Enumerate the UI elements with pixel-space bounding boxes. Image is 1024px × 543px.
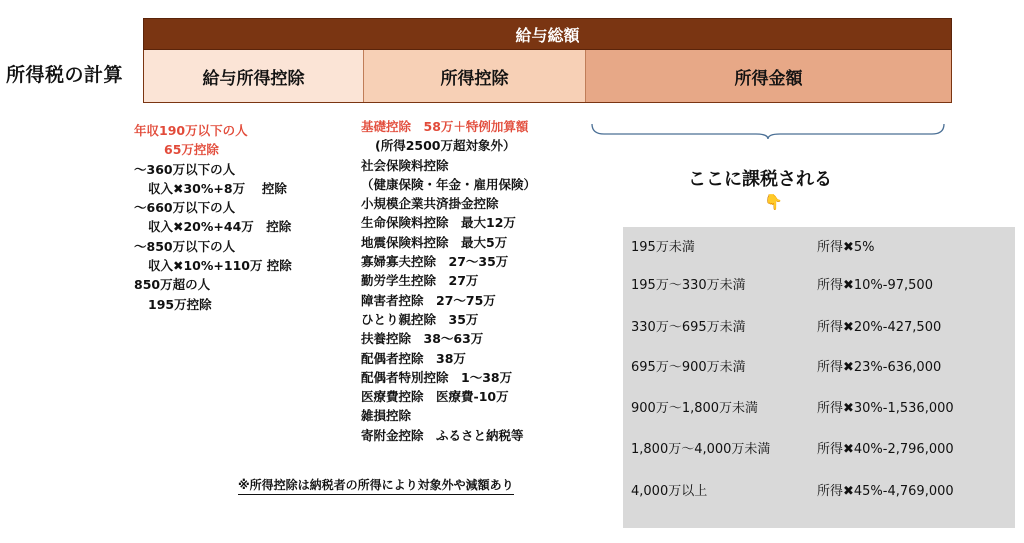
salary-deduction-item: 年収190万以下の人 <box>134 123 248 138</box>
salary-deduction-item: 65万控除 <box>164 142 219 158</box>
income-deduction-item: ひとり親控除 35万 <box>361 311 479 327</box>
tax-rate-row <box>631 316 941 335</box>
income-deduction-item: 障害者控除 27〜75万 <box>361 292 496 308</box>
tax-bracket-formula: 所得✖23%-636,000 <box>817 360 942 375</box>
tax-bracket-formula: 所得✖40%-2,796,000 <box>817 442 954 457</box>
salary-deduction-cell: 給与所得控除 <box>144 50 364 102</box>
tax-bracket-range: 695万〜900万未満 <box>631 360 746 375</box>
tax-bracket-formula: 所得✖10%-97,500 <box>817 278 933 293</box>
salary-deduction-list <box>134 121 292 314</box>
income-deduction-cell: 所得控除 <box>364 50 586 102</box>
income-deduction-item: 寡婦寡夫控除 27〜35万 <box>361 254 509 270</box>
income-deduction-item: 基礎控除 58万＋特例加算額 <box>361 119 529 134</box>
income-deduction-item: 配偶者特別控除 1〜38万 <box>361 369 513 385</box>
salary-deduction-item: 850万超の人 <box>134 277 211 293</box>
salary-deduction-item: 〜360万以下の人 <box>134 161 236 177</box>
tax-bracket-formula: 所得✖30%-1,536,000 <box>817 401 954 416</box>
income-deduction-item: 勤労学生控除 27万 <box>361 273 479 289</box>
salary-deduction-item: 収入✖20%+44万 控除 <box>148 219 292 235</box>
income-deduction-list <box>361 117 536 445</box>
tax-bracket-range: 195万〜330万未満 <box>631 278 746 293</box>
income-deduction-item: 医療費控除 医療費-10万 <box>361 389 509 405</box>
pointing-down-hand-icon: 👇 <box>764 193 783 211</box>
tax-rate-row <box>631 274 933 293</box>
tax-bracket-range: 4,000万以上 <box>631 484 708 499</box>
tax-rate-row <box>631 356 941 375</box>
tax-rate-row <box>631 438 954 457</box>
tax-bracket-range: 1,800万〜4,000万未満 <box>631 442 771 457</box>
tax-rate-row <box>631 397 954 416</box>
income-deduction-item: （健康保険・年金・雇用保険） <box>361 176 537 192</box>
income-deduction-item: 扶養控除 38〜63万 <box>361 331 484 347</box>
salary-deduction-item: 195万控除 <box>148 296 212 312</box>
tax-bracket-range: 195万未満 <box>631 240 695 255</box>
income-deduction-item: 生命保険料控除 最大12万 <box>361 215 516 231</box>
gross-salary-bar: 給与総額 <box>143 18 952 50</box>
income-deduction-item: 社会保険料控除 <box>361 157 449 173</box>
income-deduction-item: 地震保険料控除 最大5万 <box>361 234 508 250</box>
income-amount-cell: 所得金額 <box>586 50 951 102</box>
salary-deduction-item: 〜850万以下の人 <box>134 238 236 254</box>
tax-bracket-range: 900万〜1,800万未満 <box>631 401 759 416</box>
tax-bracket-formula: 所得✖5% <box>817 240 875 255</box>
salary-deduction-item: 〜660万以下の人 <box>134 200 236 216</box>
income-deduction-item: 雑損控除 <box>361 408 412 424</box>
tax-bracket-formula: 所得✖20%-427,500 <box>817 320 942 335</box>
tax-bracket-range: 330万〜695万未満 <box>631 320 746 335</box>
income-deduction-item: (所得2500万超対象外） <box>375 138 516 154</box>
salary-deduction-item: 収入✖10%+110万 控除 <box>148 258 292 274</box>
deduction-note: ※所得控除は納税者の所得により対象外や減額あり <box>238 476 514 495</box>
income-deduction-item: 寄附金控除 ふるさと納税等 <box>361 427 524 443</box>
salary-deduction-item: 収入✖30%+8万 控除 <box>148 180 287 196</box>
tax-rate-row <box>631 236 875 255</box>
curly-brace-icon <box>590 122 946 140</box>
income-deduction-item: 小規模企業共済掛金控除 <box>361 196 499 212</box>
breakdown-row <box>143 50 952 103</box>
side-title: 所得税の計算 <box>6 64 124 86</box>
taxed-label: ここに課税される <box>688 169 832 190</box>
income-deduction-item: 配偶者控除 38万 <box>361 350 466 366</box>
tax-bracket-formula: 所得✖45%-4,769,000 <box>817 484 954 499</box>
tax-rate-row <box>631 480 954 499</box>
tax-rate-table <box>623 227 1015 528</box>
